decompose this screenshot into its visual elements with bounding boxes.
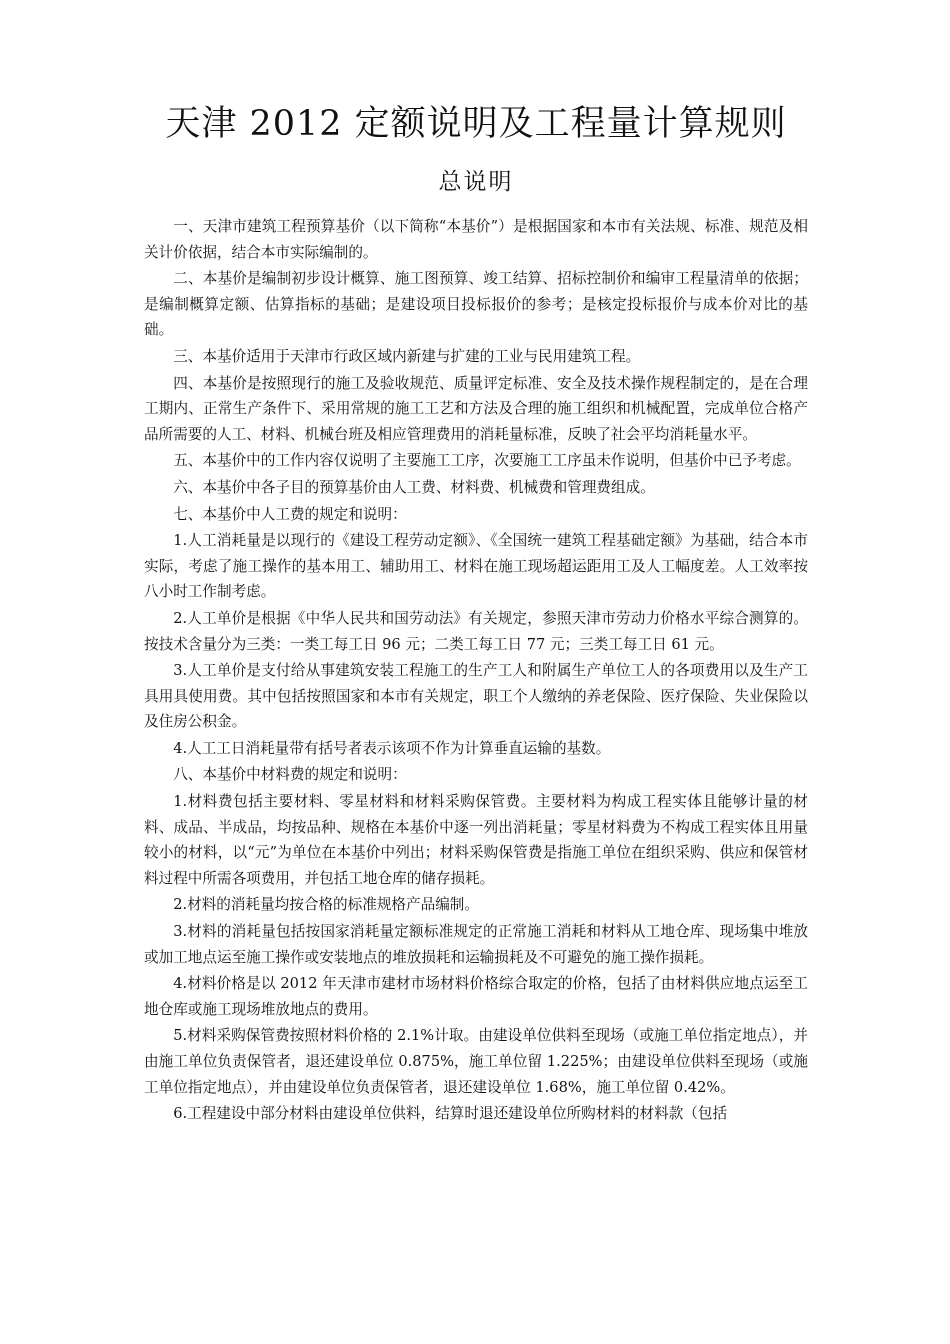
document-body [144,214,808,1128]
paragraph-8-1: 1.材料费包括主要材料、零星材料和材料采购保管费。主要材料为构成工程实体且能够计量的材料、成品、半成品，均按品种、规格在本基价中逐一列出消耗量；零星材料费为不构成工程实体且用量较小的材料，以“元”为单位在本基价中列出；材料采购保管费是指施工单位在组织采购、供应和保管材料过程中所需各项费用，并包括工地仓库的储存损耗。 [144,793,808,887]
section-heading: 总说明 [438,169,514,195]
paragraph-2: 二、本基价是编制初步设计概算、施工图预算、竣工结算、招标控制价和编审工程量清单的依据；是编制概算定额、估算指标的基础；是建设项目投标报价的参考；是核定投标报价与成本价对比的基础。 [144,270,808,339]
paragraph-7-3: 3.人工单价是支付给从事建筑安装工程施工的生产工人和附属生产单位工人的各项费用以及生产工具用具使用费。其中包括按照国家和本市有关规定，职工个人缴纳的养老保险、医疗保险、失业保险以及住房公积金。 [144,662,808,731]
paragraph-4: 四、本基价是按照现行的施工及验收规范、质量评定标准、安全及技术操作规程制定的，是在合理工期内、正常生产条件下、采用常规的施工工艺和方法及合理的施工组织和机械配置，完成单位合格产品所需要的人工、材料、机械台班及相应管理费用的消耗量标准，反映了社会平均消耗量水平。 [144,374,808,443]
paragraph-6: 六、本基价中各子目的预算基价由人工费、材料费、机械费和管理费组成。 [173,478,655,496]
document-title: 天津 2012 定额说明及工程量计算规则 [165,104,787,144]
paragraph-8-6: 6.工程建设中部分材料由建设单位供料，结算时退还建设单位所购材料的材料款（包括 [173,1105,728,1123]
paragraph-8-3: 3.材料的消耗量包括按国家消耗量定额标准规定的正常施工消耗和材料从工地仓库、现场集中堆放或加工地点运至施工操作或安装地点的堆放损耗和运输损耗及不可避免的施工操作损耗。 [144,923,808,966]
paragraph-3: 三、本基价适用于天津市行政区域内新建与扩建的工业与民用建筑工程。 [173,347,641,365]
paragraph-8: 八、本基价中材料费的规定和说明： [173,766,407,784]
paragraph-8-5: 5.材料采购保管费按照材料价格的 2.1%计取。由建设单位供料至现场（或施工单位指定地点），并由施工单位负责保管者，退还建设单位 0.875%，施工单位留 1.225%；由建设单位供料至现场（或施工单位指定地点），并由建设单位负责保管者，退还建设单位 1.68%，施工单位留 0.42%。 [144,1027,808,1096]
paragraph-8-2: 2.材料的消耗量均按合格的标准规格产品编制。 [173,896,479,914]
paragraph-5: 五、本基价中的工作内容仅说明了主要施工工序，次要施工工序虽未作说明，但基价中已予考虑。 [173,452,801,470]
paragraph-7-2: 2.人工单价是根据《中华人民共和国劳动法》有关规定，参照天津市劳动力价格水平综合测算的。按技术含量分为三类：一类工每工日 96 元；二类工每工日 77 元；三类工每工日 61 元。 [144,609,808,653]
paragraph-7-1: 1.人工消耗量是以现行的《建设工程劳动定额》、《全国统一建筑工程基础定额》为基础，结合本市实际，考虑了施工操作的基本用工、辅助用工、材料在施工现场超运距用工及人工幅度差。人工效率按八小时工作制考虑。 [144,532,808,601]
document-page [144,0,808,1344]
paragraph-7-4: 4.人工工日消耗量带有括号者表示该项不作为计算垂直运输的基数。 [173,739,611,757]
paragraph-8-4: 4.材料价格是以 2012 年天津市建材市场材料价格综合取定的价格，包括了由材料供应地点运至工地仓库或施工现场堆放地点的费用。 [144,975,808,1018]
paragraph-7: 七、本基价中人工费的规定和说明： [173,505,407,523]
paragraph-1: 一、天津市建筑工程预算基价（以下简称“本基价”）是根据国家和本市有关法规、标准、规范及相关计价依据，结合本市实际编制的。 [144,218,808,261]
